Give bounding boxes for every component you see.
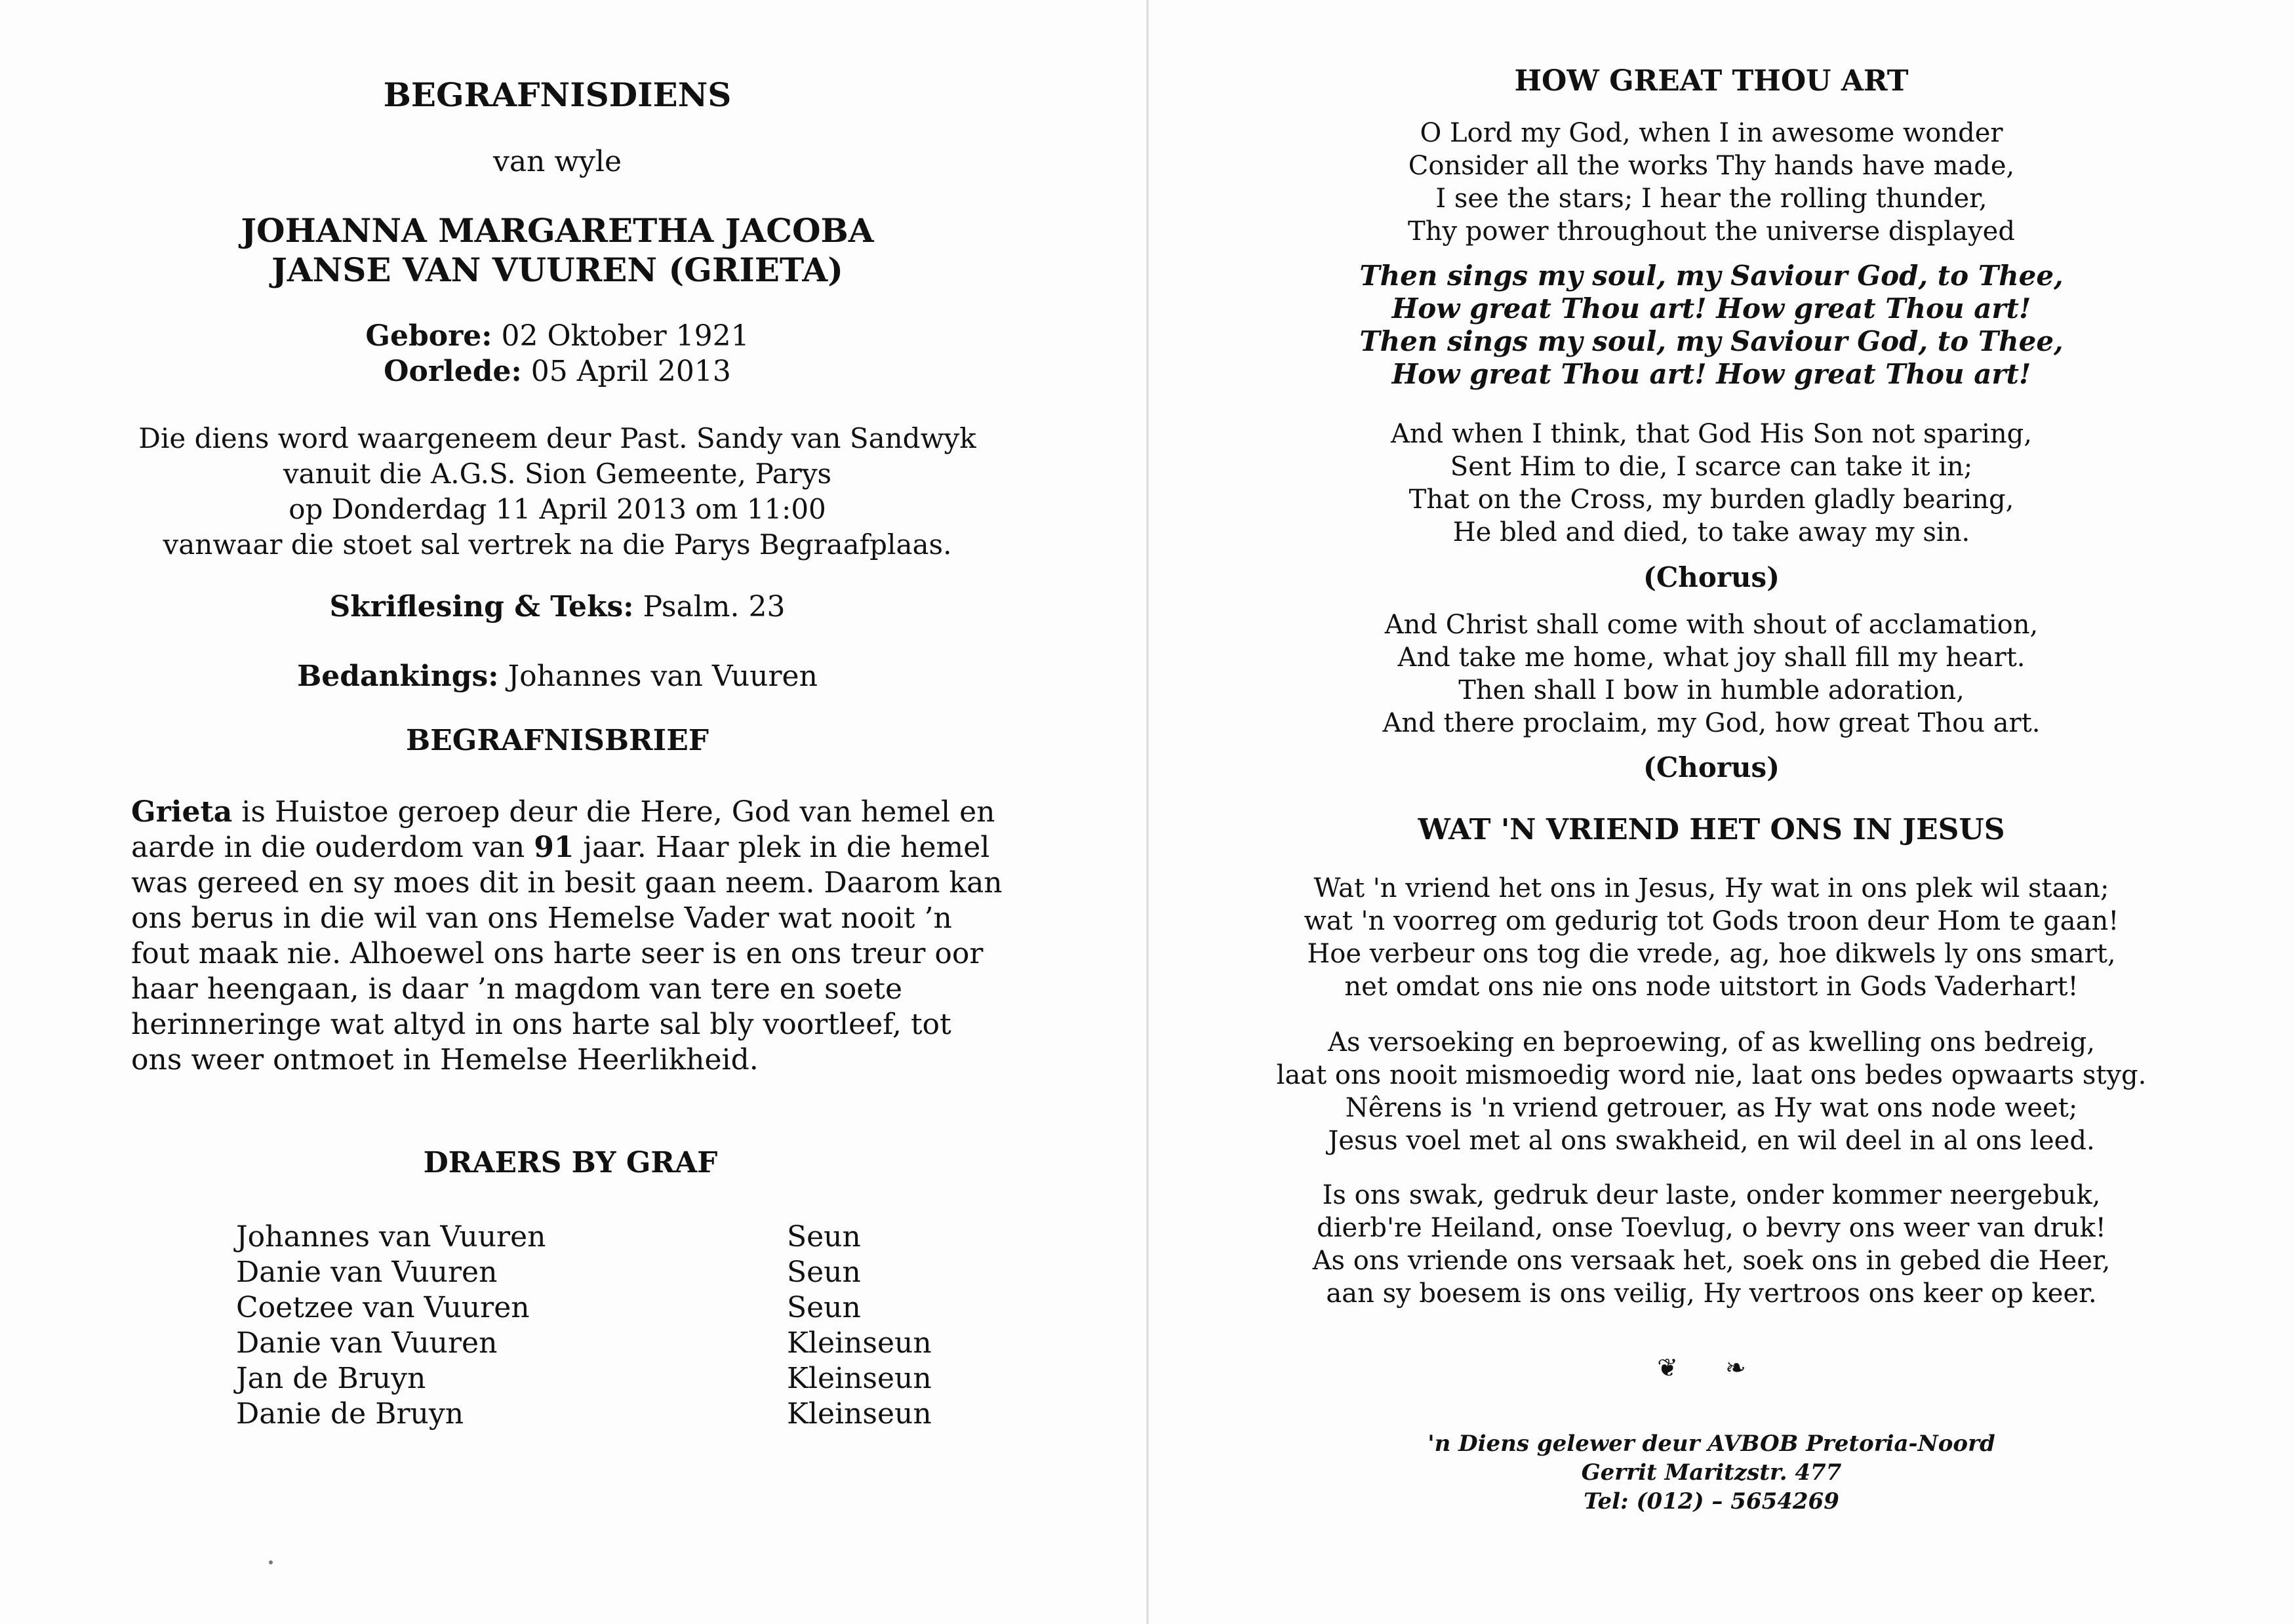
- bearer-row: [236, 1326, 957, 1361]
- verse-line: net omdat ons nie ons node uitstort in Gods Vaderhart!: [1344, 972, 2079, 1002]
- ornament-divider-icon: ❦ ❧: [1657, 1353, 1766, 1382]
- verse-line: Jesus voel met al ons swakheid, en wil deel in al ons leed.: [1328, 1126, 2095, 1156]
- verse-line: Nêrens is 'n vriend getrouer, as Hy wat ons node weet;: [1345, 1093, 2078, 1123]
- verse-line: Hoe verbeur ons tog die vrede, ag, hoe dikwels ly ons smart,: [1307, 939, 2116, 969]
- hymn1-title: HOW GREAT THOU ART: [1514, 64, 1909, 98]
- bearer-name: Johannes van Vuuren: [236, 1220, 546, 1254]
- bearer-name: Danie van Vuuren: [236, 1326, 498, 1360]
- born-value: 02 Oktober 1921: [501, 319, 749, 353]
- chorus-marker: (Chorus): [1643, 561, 1780, 593]
- thanks-label: Bedankings:: [297, 660, 499, 693]
- died-value: 05 April 2013: [530, 355, 731, 388]
- service-line: op Donderdag 11 April 2013 om 11:00: [289, 493, 826, 525]
- page-fold: [1146, 0, 1149, 1624]
- letter-text-part2: jaar. Haar plek in die hemel was gereed en sy moes dit in besit gaan neem. Daarom kan ons berus in die wil van ons Hemelse Vader wat nooit ’n fout maak nie. Alhoewel ons harte seer is en ons treur oor haar heengaan, is daar ’n magdom van tere en soete herinneringe wat altyd in ons harte sal bly voortleef, tot ons weer ontmoet in Hemelse Heerlikheid.: [131, 831, 1003, 1077]
- letter-heading: BEGRAFNISBRIEF: [406, 724, 709, 757]
- letter-name: Grieta: [131, 795, 233, 829]
- hymn2-verse2: [1154, 1026, 2269, 1157]
- verse-line: Is ons swak, gedruk deur laste, onder kommer neergebuk,: [1322, 1180, 2101, 1210]
- bearer-name: Jan de Bruyn: [236, 1362, 426, 1395]
- verse-line: And take me home, what joy shall fill my heart.: [1397, 643, 2026, 673]
- verse-line: And Christ shall come with shout of acclamation,: [1384, 610, 2039, 640]
- program-subtitle: van wyle: [492, 145, 622, 178]
- hymn1-verse1: [1154, 117, 2269, 248]
- verse-line: As ons vriende ons versaak het, soek ons in gebed die Heer,: [1312, 1246, 2111, 1276]
- verse-line: Sent Him to die, I scarce can take it in;: [1450, 452, 1973, 482]
- died-label: Oorlede:: [384, 355, 522, 388]
- died-row: [0, 354, 1115, 389]
- hymn2-verse1: [1154, 872, 2269, 1003]
- chorus-marker: (Chorus): [1643, 751, 1780, 783]
- hymn2-title: WAT 'N VRIEND HET ONS IN JESUS: [1418, 813, 2005, 846]
- bearer-role: Seun: [787, 1291, 861, 1324]
- reading-label: Skriflesing & Teks:: [329, 590, 634, 624]
- hymn1-chorus: [1154, 260, 2269, 391]
- bearer-row: [236, 1361, 957, 1396]
- bearer-row: [236, 1219, 957, 1255]
- footer-line: Tel: (012) – 5654269: [1584, 1488, 1839, 1515]
- verse-line: aan sy boesem is ons veilig, Hy vertroos ons keer op keer.: [1326, 1278, 2097, 1309]
- service-details: [0, 421, 1115, 563]
- verse-line: Wat 'n vriend het ons in Jesus, Hy wat in ons plek wil staan;: [1313, 873, 2109, 903]
- letter-age: 91: [534, 831, 574, 864]
- left-page: [0, 0, 1141, 1624]
- chorus-line: How great Thou art! How great Thou art!: [1391, 292, 2031, 325]
- footer-line: Gerrit Maritzstr. 477: [1581, 1459, 1842, 1486]
- letter-text-part1: is Huistoe geroep deur die Here, God van hemel en aarde in die ouderdom van: [131, 795, 995, 864]
- bearer-role: Kleinseun: [787, 1326, 932, 1360]
- deceased-name: [0, 211, 1115, 290]
- funeral-home-footer: [1154, 1429, 2269, 1516]
- born-label: Gebore:: [365, 319, 492, 353]
- bearers-heading: DRAERS BY GRAF: [423, 1146, 718, 1179]
- bearer-name: Danie van Vuuren: [236, 1256, 498, 1289]
- deceased-name-line2: JANSE VAN VUUREN (GRIETA): [271, 250, 843, 289]
- funeral-letter: [131, 795, 1010, 1078]
- verse-line: Consider all the works Thy hands have made,: [1408, 151, 2015, 181]
- bearer-role: Seun: [787, 1220, 861, 1254]
- right-page: [1154, 0, 2295, 1624]
- verse-line: Then shall I bow in humble adoration,: [1458, 675, 1965, 705]
- service-line: Die diens word waargeneem deur Past. Sandy van Sandwyk: [138, 422, 976, 454]
- verse-line: dierb're Heiland, onse Toevlug, o bevry ons weer van druk!: [1317, 1213, 2106, 1243]
- chorus-line: Then sings my soul, my Saviour God, to Thee,: [1359, 325, 2064, 357]
- deceased-name-line1: JOHANNA MARGARETHA JACOBA: [241, 211, 874, 250]
- bearer-name: Danie de Bruyn: [236, 1397, 464, 1431]
- verse-line: Thy power throughout the universe displayed: [1408, 216, 2015, 247]
- born-row: [0, 319, 1115, 354]
- thanks: [0, 660, 1115, 693]
- bearer-row: [236, 1255, 957, 1290]
- bearer-row: [236, 1290, 957, 1326]
- life-dates: [0, 319, 1115, 389]
- verse-line: As versoeking en beproewing, of as kwelling ons bedreig,: [1328, 1027, 2095, 1058]
- bearer-role: Kleinseun: [787, 1362, 932, 1395]
- hymn2-verse3: [1154, 1179, 2269, 1310]
- scripture-reading: [0, 590, 1115, 624]
- verse-line: wat 'n voorreg om gedurig tot Gods troon deur Hom te gaan!: [1304, 906, 2119, 936]
- footer-line: 'n Diens gelewer deur AVBOB Pretoria-Noord: [1427, 1431, 1995, 1457]
- paper-speck: [269, 1560, 273, 1564]
- verse-line: And there proclaim, my God, how great Thou art.: [1382, 708, 2041, 738]
- chorus-line: How great Thou art! How great Thou art!: [1391, 358, 2031, 390]
- bearer-role: Seun: [787, 1256, 861, 1289]
- chorus-line: Then sings my soul, my Saviour God, to Thee,: [1359, 260, 2064, 292]
- verse-line: And when I think, that God His Son not sparing,: [1390, 419, 2032, 449]
- verse-line: That on the Cross, my burden gladly bearing,: [1408, 485, 2014, 515]
- hymn1-verse2: [1154, 418, 2269, 549]
- bearer-row: [236, 1396, 957, 1432]
- program-title: BEGRAFNISDIENS: [383, 75, 732, 114]
- bearer-name: Coetzee van Vuuren: [236, 1291, 530, 1324]
- bearer-role: Kleinseun: [787, 1397, 932, 1431]
- verse-line: He bled and died, to take away my sin.: [1452, 517, 1970, 547]
- service-line: vanwaar die stoet sal vertrek na die Parys Begraafplaas.: [163, 528, 952, 561]
- reading-value: Psalm. 23: [643, 590, 786, 624]
- bearers-list: [236, 1219, 957, 1432]
- service-line: vanuit die A.G.S. Sion Gemeente, Parys: [283, 458, 832, 490]
- hymn1-verse3: [1154, 608, 2269, 740]
- thanks-value: Johannes van Vuuren: [508, 660, 818, 693]
- verse-line: I see the stars; I hear the rolling thunder,: [1435, 184, 1987, 214]
- verse-line: laat ons nooit mismoedig word nie, laat ons bedes opwaarts styg.: [1276, 1060, 2147, 1090]
- verse-line: O Lord my God, when I in awesome wonder: [1420, 118, 2003, 148]
